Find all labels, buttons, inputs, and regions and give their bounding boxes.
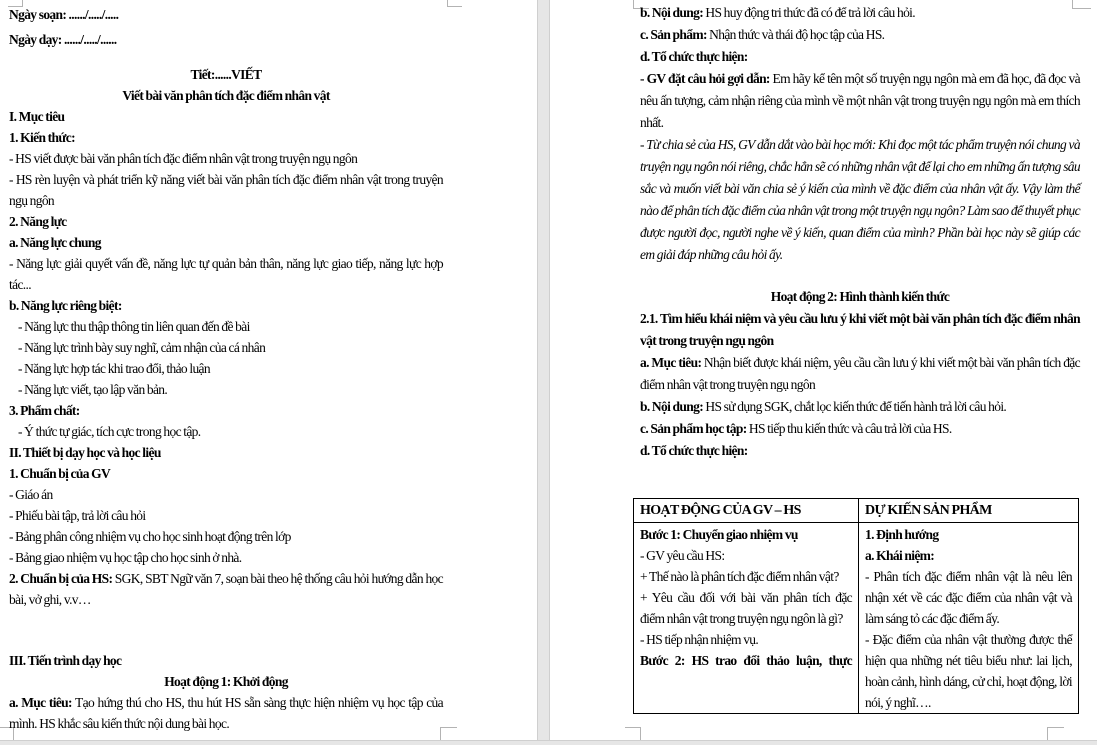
heading-2-1: 2.1. Tìm hiểu khái niệm và yêu cầu lưu ý khi viết một bài văn phân tích đặc điểm nhân vật trong truyện ngụ ngôn bbox=[640, 311, 1080, 348]
paragraph-lead: - GV đặt câu hỏi gợi dẫn: bbox=[640, 71, 770, 86]
list-item: - Năng lực viết, tạo lập văn bản. bbox=[18, 382, 168, 397]
heading-to-chuc-1: d. Tổ chức thực hiện: bbox=[640, 49, 748, 64]
heading-chuan-bi-gv: 1. Chuẩn bị của GV bbox=[9, 466, 111, 481]
date-prepared-line: Ngày soạn: ....../...../..... bbox=[9, 7, 119, 22]
paragraph: + Thế nào là phân tích đặc điểm nhân vật? bbox=[640, 569, 839, 584]
paragraph: - Năng lực giải quyết vấn đề, năng lực tự quản bản thân, năng lực giao tiếp, năng lực hợp tác... bbox=[9, 256, 443, 292]
result-heading: 1. Định hướng bbox=[865, 527, 939, 542]
text-boundary-mark bbox=[447, 0, 462, 7]
step-heading: Bước 1: Chuyển giao nhiệm vụ bbox=[640, 527, 798, 542]
heading-nang-luc-rieng: b. Năng lực riêng biệt: bbox=[9, 298, 122, 313]
paragraph: - HS viết được bài văn phân tích đặc điểm nhân vật trong truyện ngụ ngôn bbox=[9, 151, 358, 166]
paragraph-chuan-bi-hs bbox=[9, 568, 443, 610]
list-item: - Năng lực thu thập thông tin liên quan đến đề bài bbox=[18, 319, 250, 334]
activity-table bbox=[633, 498, 1079, 714]
paragraph-text: Em hãy kể tên một số truyện ngụ ngôn mà em đã học, đã đọc và nêu ấn tượng, cảm nhận riêng của mình về một nhân vật trong truyện ngụ ngôn mà em thích nhất. bbox=[640, 71, 1080, 130]
list-item: - Bảng phân công nhiệm vụ cho học sinh hoạt động trên lớp bbox=[9, 529, 291, 544]
heading-to-chuc-2: d. Tổ chức thực hiện: bbox=[640, 443, 748, 458]
page-gap bbox=[537, 0, 550, 740]
heading-tien-trinh: III. Tiến trình dạy học bbox=[9, 653, 122, 668]
page-left[interactable] bbox=[0, 0, 537, 740]
heading-kien-thuc: 1. Kiến thức: bbox=[9, 130, 75, 145]
paragraph-lead: c. Sản phẩm: bbox=[640, 27, 707, 42]
paragraph-gv-question bbox=[640, 68, 1080, 134]
paragraph-hd2-noi-dung bbox=[640, 396, 1080, 418]
list-item: - Năng lực trình bày suy nghĩ, cảm nhận của cá nhân bbox=[18, 340, 266, 355]
table-cell-gv-hs bbox=[634, 523, 859, 714]
paragraph-lead: b. Nội dung: bbox=[640, 5, 704, 20]
table-header-du-kien: DỰ KIẾN SẢN PHẨM bbox=[859, 499, 1079, 523]
paragraph-lead: a. Mục tiêu: bbox=[640, 355, 702, 370]
paragraph-text: HS sử dụng SGK, chắt lọc kiến thức để tiến hành trả lời câu hỏi. bbox=[703, 399, 1007, 414]
paragraph-lead: 2. Chuẩn bị của HS: bbox=[9, 571, 113, 586]
heading-hoat-dong-1: Hoạt động 1: Khởi động bbox=[164, 674, 288, 689]
lesson-number-line: Tiết:......VIẾT bbox=[190, 67, 262, 82]
heading-pham-chat: 3. Phẩm chất: bbox=[9, 403, 80, 418]
list-item: - Ý thức tự giác, tích cực trong học tập. bbox=[18, 424, 201, 439]
heading-nang-luc: 2. Năng lực bbox=[9, 214, 67, 229]
paragraph-text: HS tiếp thu kiến thức và câu trả lời của HS. bbox=[746, 421, 952, 436]
heading-nang-luc-chung: a. Năng lực chung bbox=[9, 235, 101, 250]
paragraph-hd2-san-pham bbox=[640, 418, 1080, 440]
paragraph: - HS tiếp nhận nhiệm vụ. bbox=[640, 632, 759, 647]
paragraph-text: Nhận biết được khái niệm, yêu cầu cần lưu ý khi viết một bài văn phân tích đặc điểm nhân vật trong truyện ngụ ngôn bbox=[640, 355, 1080, 392]
paragraph-lead: a. Mục tiêu: bbox=[9, 695, 72, 710]
paragraph-hd1-san-pham bbox=[640, 24, 1080, 46]
paragraph-text: HS huy động tri thức đã có để trả lời câu hỏi. bbox=[703, 5, 915, 20]
step-heading: Bước 2: HS trao đổi thảo luận, thực bbox=[640, 653, 852, 668]
page-bottom-edge bbox=[0, 740, 1097, 745]
document-title: Viết bài văn phân tích đặc điểm nhân vật bbox=[122, 88, 330, 103]
text-boundary-mark bbox=[1047, 727, 1064, 741]
list-item: - Bảng giao nhiệm vụ học tập cho học sinh ở nhà. bbox=[9, 550, 242, 565]
text-boundary-mark bbox=[625, 727, 641, 741]
paragraph-lead: b. Nội dung: bbox=[640, 399, 704, 414]
paragraph: - GV yêu cầu HS: bbox=[640, 548, 725, 563]
paragraph-text: Nhận thức và thái độ học tập của HS. bbox=[706, 27, 885, 42]
table-body-row bbox=[634, 523, 1079, 714]
paragraph-text: Tạo hứng thú cho HS, thu hút HS sẵn sàng thực hiện nhiệm vụ học tập của mình. HS khắc sâu kiến thức nội dung bài học. bbox=[9, 695, 443, 731]
table-cell-du-kien bbox=[859, 523, 1079, 714]
paragraph-hd1-muc-tieu bbox=[9, 692, 443, 734]
heading-thiet-bi: II. Thiết bị dạy học và học liệu bbox=[9, 445, 161, 460]
result-heading: a. Khái niệm: bbox=[865, 548, 935, 563]
page-right[interactable] bbox=[550, 0, 1097, 740]
paragraph-hd2-muc-tieu bbox=[640, 352, 1080, 396]
list-item: - Phiếu bài tập, trả lời câu hỏi bbox=[9, 508, 146, 523]
paragraph: - Phân tích đặc điểm nhân vật là nêu lên nhận xét về các đặc điểm của nhân vật và làm sáng tỏ các đặc điểm ấy. bbox=[865, 569, 1072, 626]
heading-muc-tieu: I. Mục tiêu bbox=[9, 109, 65, 124]
list-item: - Giáo án bbox=[9, 487, 53, 502]
paragraph: + Yêu cầu đối với bài văn phân tích đặc điểm nhân vật trong truyện ngụ ngôn là gì? bbox=[640, 590, 852, 626]
heading-hoat-dong-2: Hoạt động 2: Hình thành kiến thức bbox=[770, 289, 950, 304]
paragraph: - HS rèn luyện và phát triển kỹ năng viết bài văn phân tích đặc điểm nhân vật trong truyện ngụ ngôn bbox=[9, 172, 443, 208]
table-header-row bbox=[634, 499, 1079, 523]
table-header-gv-hs: HOẠT ĐỘNG CỦA GV – HS bbox=[634, 499, 859, 523]
paragraph-text: SGK, SBT Ngữ văn 7, soạn bài theo hệ thống câu hỏi hướng dẫn học bài, vở ghi, v.v… bbox=[9, 571, 443, 607]
paragraph-lead: c. Sản phẩm học tập: bbox=[640, 421, 747, 436]
list-item: - Năng lực hợp tác khi trao đổi, thảo luận bbox=[18, 361, 210, 376]
left-page-content bbox=[9, 4, 443, 734]
paragraph: - Đặc điểm của nhân vật thường được thể hiện qua những nét tiêu biểu như: lai lịch, hoàn cảnh, hình dáng, cử chỉ, hoạt động, lời nói, ý nghĩ…. bbox=[865, 632, 1072, 710]
paragraph-gv-lead-in: - Từ chia sẻ của HS, GV dẫn dắt vào bài học mới: Khi đọc một tác phẩm truyện nói chung và truyện ngụ ngôn nói riêng, chắc hẳn sẽ có những nhân vật để lại cho em những ấn tượng sâu sắc và muốn viết bài văn chia sẻ ý kiến của mình về đặc điểm của nhân vật ấy. Vậy làm thế nào để phân tích đặc điểm của nhân vật trong một truyện ngụ ngôn? Làm sao để thuyết phục được người đọc, người nghe về ý kiến, quan điểm của mình? Phần bài học này sẽ giúp các em giải đáp những câu hỏi ấy. bbox=[640, 137, 1080, 262]
date-taught-line: Ngày dạy: ....../...../...... bbox=[9, 32, 117, 47]
paragraph-hd1-noi-dung bbox=[640, 2, 1080, 24]
right-page-content bbox=[640, 2, 1080, 714]
